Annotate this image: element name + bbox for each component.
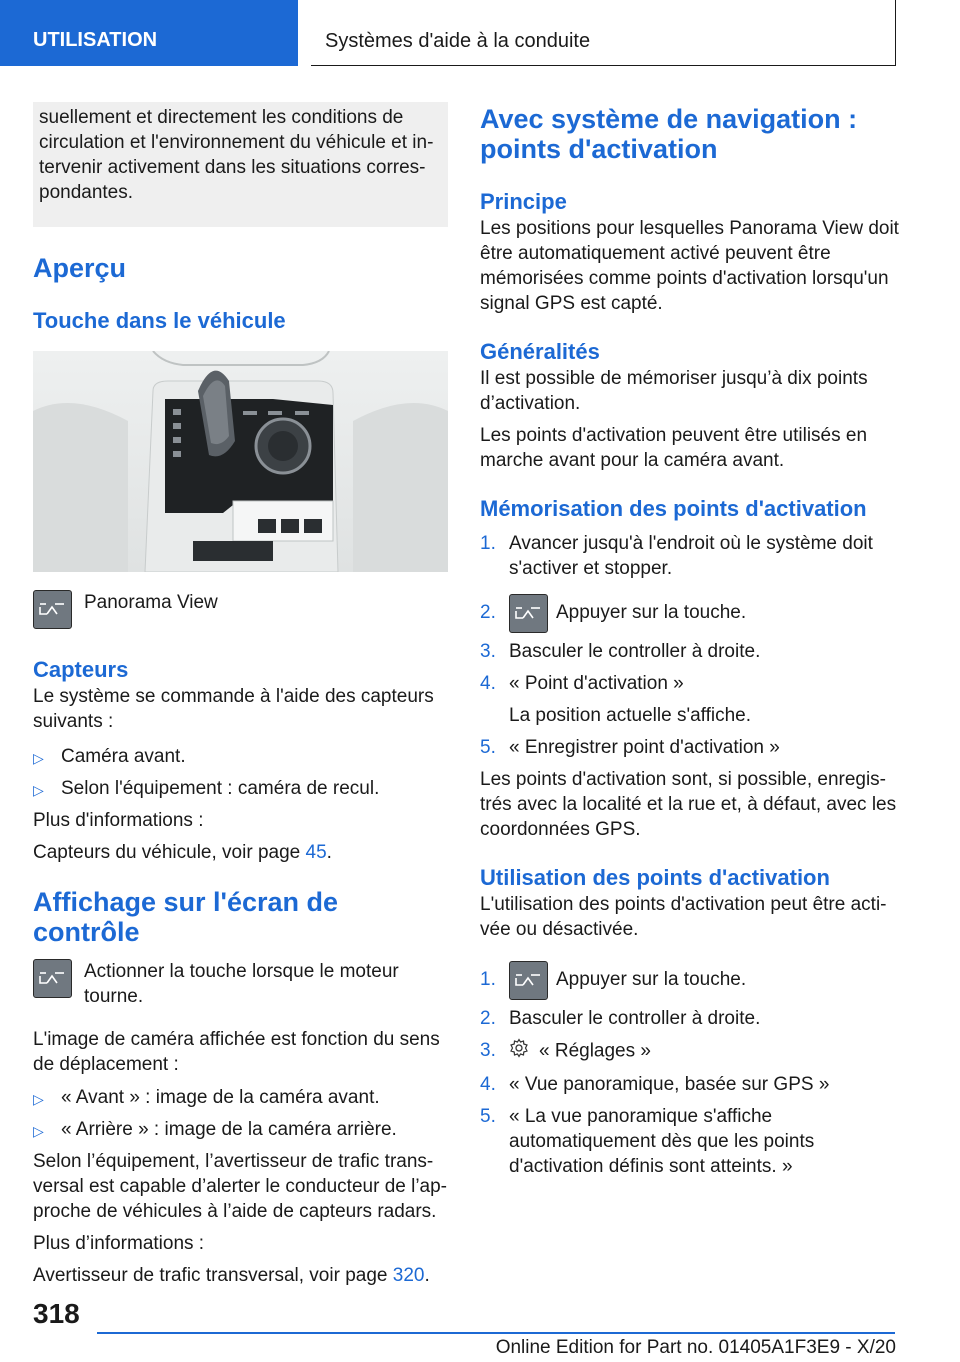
list-item: ▷ « Avant » : image de la caméra avant.: [33, 1085, 448, 1110]
right-column: [480, 102, 900, 1179]
generalites-heading: Généralités: [480, 339, 600, 364]
memo-after-text: Les points d'activation sont, si possible, enregis-trés avec la localité et la rue et, à défaut, avec les coordonnées GPS.: [480, 769, 897, 840]
triangle-bullet-icon: ▷: [33, 1091, 44, 1107]
panorama-view-button-icon: [33, 590, 72, 629]
more-info-label: Plus d'informations :: [33, 810, 204, 831]
note-text: suellement et directement les conditions de circulation et l'environnement du véhicule et in-tervenir activement dans les situations corres-pondantes.: [39, 107, 434, 203]
trafic-text: Selon l’équipement, l’avertisseur de trafic trans-versal est capable d’alerter le conducteur de l’ap-proche de véhicules à l’aide de capteurs radars.: [33, 1151, 448, 1222]
affichage-list: [33, 1085, 448, 1142]
list-item: ▷ « Arrière » : image de la caméra arrière.: [33, 1117, 448, 1142]
panorama-view-button-icon: [33, 959, 72, 998]
chapter-tab: [311, 0, 896, 66]
list-item: 3. Basculer le controller à droite.: [480, 641, 761, 662]
section-title: UTILISATION: [33, 29, 158, 51]
list-item: ▷ Caméra avant.: [33, 744, 448, 769]
triangle-bullet-icon: ▷: [33, 750, 44, 766]
list-item: 3. « Réglages »: [480, 1038, 900, 1065]
util-heading: Utilisation des points d'activation: [480, 865, 830, 890]
util-steps: [480, 960, 900, 1179]
apercu-heading: Aperçu: [33, 253, 127, 283]
chapter-title: Systèmes d'aide à la conduite: [325, 30, 591, 52]
list-item: 2. Appuyer sur la touche.: [480, 593, 900, 633]
touche-heading: Touche dans le véhicule: [33, 308, 286, 333]
capteurs-text: Le système se commande à l'aide des capteurs suivants :: [33, 686, 434, 732]
center-console-illustration: [33, 351, 448, 572]
note-box: [33, 102, 448, 227]
panorama-view-button-icon: [509, 961, 548, 1000]
generalites-text-2: Les points d'activation peuvent être utilisés en marche avant pour la caméra avant.: [480, 425, 868, 471]
capteurs-reference: Capteurs du véhicule, voir page 45.: [33, 842, 332, 863]
generalites-text-1: Il est possible de mémoriser jusqu’à dix points d’activation.: [480, 368, 868, 414]
list-item: 4. « Point d'activation » La position actuelle s'affiche.: [480, 673, 751, 726]
memo-steps: [480, 531, 900, 760]
nav-heading: Avec système de navigation : points d'activation: [480, 104, 858, 164]
edition-footer: Online Edition for Part no. 01405A1F3E9 - X/20: [495, 1337, 896, 1358]
console-photo: [33, 351, 448, 572]
affichage-heading: Affichage sur l'écran de contrôle: [33, 887, 339, 947]
util-text: L'utilisation des points d'activation peut être acti-vée ou désactivée.: [480, 894, 887, 940]
capteurs-heading: Capteurs: [33, 657, 129, 682]
capteurs-page-link[interactable]: 45: [305, 842, 327, 863]
panorama-view-button-icon: [509, 594, 548, 633]
capteurs-list: [33, 744, 448, 801]
gear-icon: [509, 1038, 531, 1065]
affichage-text: L'image de caméra affichée est fonction du sens de déplacement :: [33, 1029, 440, 1075]
section-tab: [0, 0, 298, 66]
trafic-reference: Avertisseur de trafic transversal, voir page 320.: [33, 1265, 430, 1286]
list-item: 5. « Enregistrer point d'activation »: [480, 737, 780, 758]
more-info-label-2: Plus d’informations :: [33, 1233, 205, 1254]
footer-divider: [97, 1332, 895, 1334]
list-item: ▷ Selon l'équipement : caméra de recul.: [33, 776, 448, 801]
principe-heading: Principe: [480, 189, 567, 214]
list-item: 4. « Vue panoramique, basée sur GPS »: [480, 1074, 830, 1095]
panorama-view-row: [33, 590, 448, 629]
panorama-view-label: Panorama View: [84, 592, 218, 613]
triangle-bullet-icon: ▷: [33, 1123, 44, 1139]
memo-heading: Mémorisation des points d'activation: [480, 496, 867, 521]
principe-text: Les positions pour lesquelles Panorama View doit être automatiquement activé peuvent être mémorisées comme points d'activation lorsqu'un signal GPS est capté.: [480, 218, 899, 314]
trafic-page-link[interactable]: 320: [392, 1265, 425, 1286]
list-item: 1. Appuyer sur la touche.: [480, 960, 900, 1000]
list-item: 1. Avancer jusqu'à l'endroit où le système doit s'activer et stopper.: [480, 533, 873, 579]
triangle-bullet-icon: ▷: [33, 782, 44, 798]
list-item: 5. « La vue panoramique s'affiche automatiquement dès que les points d'activation définis sont atteints. »: [480, 1106, 815, 1177]
affichage-icon-text: Actionner la touche lorsque le moteur tourne.: [84, 961, 399, 1007]
affichage-icon-row: [33, 959, 448, 1009]
page-number: 318: [33, 1298, 80, 1329]
left-column: [33, 102, 448, 1288]
list-item: 2. Basculer le controller à droite.: [480, 1008, 761, 1029]
